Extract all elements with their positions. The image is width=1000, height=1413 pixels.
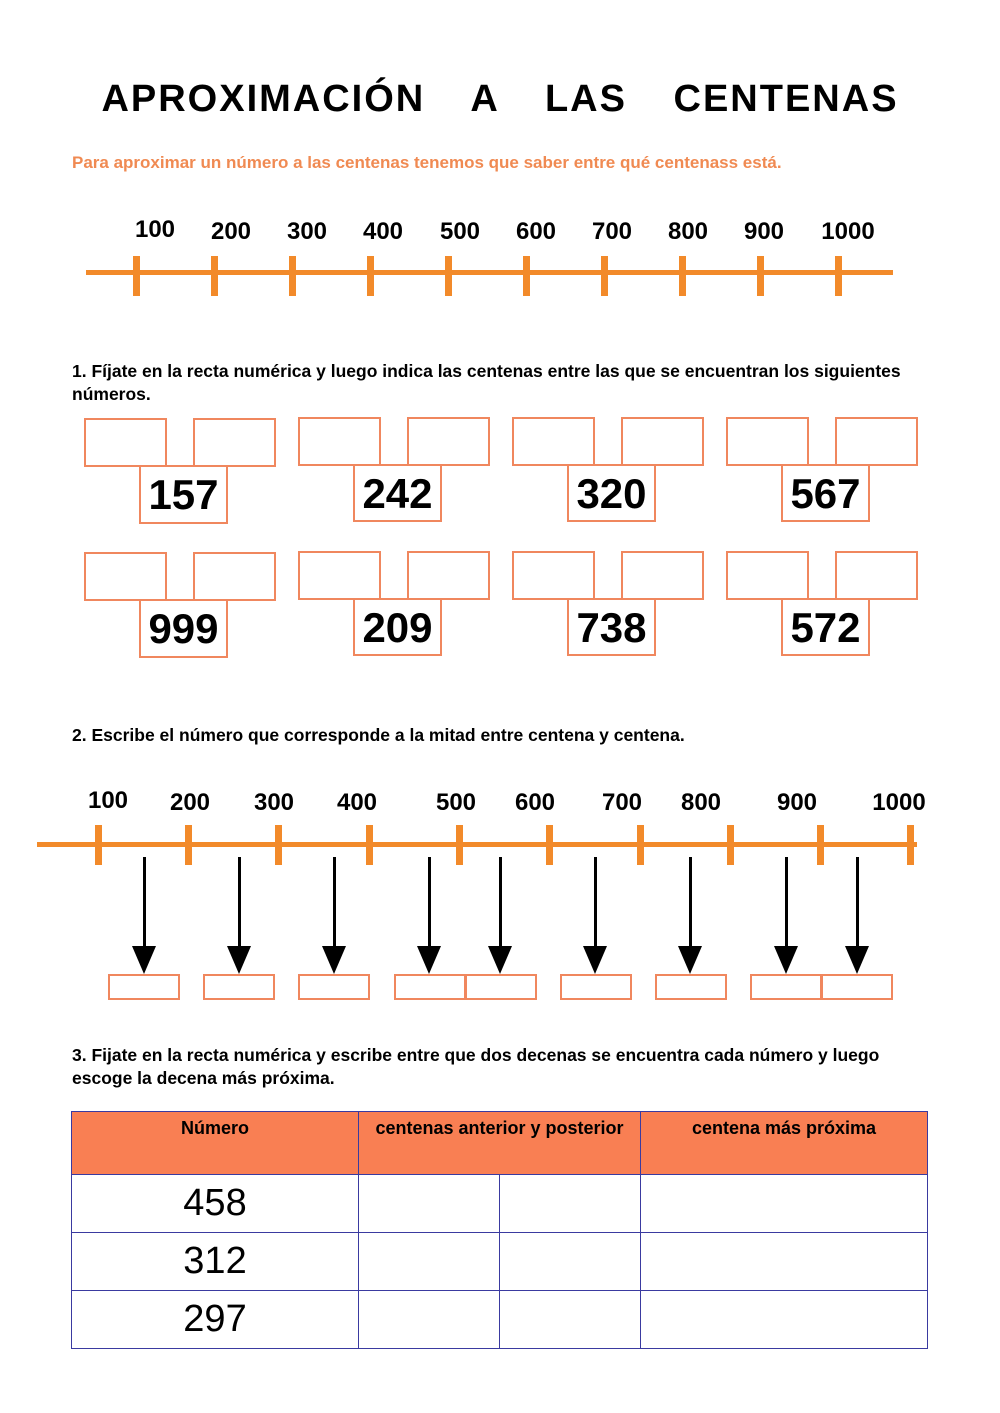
nl1-label: 800 <box>667 218 709 245</box>
arrow-down-icon <box>322 946 346 974</box>
nl1-tick <box>679 256 686 296</box>
arrow-shaft <box>499 857 502 949</box>
answer-input-lower[interactable] <box>726 551 809 600</box>
number-card: 999 <box>139 599 228 658</box>
intro-text: Para aproximar un número a las centenas tenemos que saber entre qué centenass está. <box>72 153 782 172</box>
nl2-tick <box>456 825 463 865</box>
number-card: 209 <box>353 598 442 656</box>
nl1-label: 1000 <box>821 218 875 245</box>
header-numero: Número <box>72 1112 359 1175</box>
exercise-3-instruction: 3. Fijate en la recta numérica y escribe entre que dos decenas se encuentra cada número y luego escoge la decena más próxima. <box>72 1045 880 1088</box>
nl1-tick <box>835 256 842 296</box>
posterior-input[interactable] <box>499 1175 640 1233</box>
nl1-label: 100 <box>134 216 176 243</box>
nl2-tick <box>275 825 282 865</box>
arrow-down-icon <box>488 946 512 974</box>
arrow-shaft <box>143 857 146 949</box>
nl1-tick <box>523 256 530 296</box>
exercise-2-instruction: 2. Escribe el número que corresponde a la mitad entre centena y centena. <box>72 725 685 745</box>
nl1-tick <box>289 256 296 296</box>
midpoint-input[interactable] <box>298 974 370 1000</box>
proxima-input[interactable] <box>641 1175 928 1233</box>
nl1-label: 300 <box>286 218 328 245</box>
answer-input-lower[interactable] <box>84 418 167 467</box>
arrow-shaft <box>428 857 431 949</box>
nl1-tick <box>211 256 218 296</box>
table-row <box>72 1175 928 1233</box>
answer-input-lower[interactable] <box>84 552 167 601</box>
nl2-tick <box>727 825 734 865</box>
answer-input-upper[interactable] <box>835 417 918 466</box>
answer-input-lower[interactable] <box>298 551 381 600</box>
nl1-axis <box>86 270 893 275</box>
nl2-label: 700 <box>601 789 643 816</box>
answer-table <box>71 1111 928 1349</box>
posterior-input[interactable] <box>499 1291 640 1349</box>
nl1-label: 500 <box>439 218 481 245</box>
midpoint-input[interactable] <box>655 974 727 1000</box>
arrow-shaft <box>594 857 597 949</box>
midpoint-input[interactable] <box>465 974 537 1000</box>
arrow-down-icon <box>774 946 798 974</box>
number-card: 157 <box>139 465 228 524</box>
answer-input-lower[interactable] <box>512 417 595 466</box>
midpoint-input[interactable] <box>108 974 180 1000</box>
answer-input-upper[interactable] <box>407 417 490 466</box>
arrow-shaft <box>238 857 241 949</box>
anterior-input[interactable] <box>359 1233 500 1291</box>
nl1-tick <box>133 256 140 296</box>
arrow-down-icon <box>678 946 702 974</box>
posterior-input[interactable] <box>499 1233 640 1291</box>
page-title: APROXIMACIÓN A LAS CENTENAS <box>101 78 899 120</box>
answer-input-upper[interactable] <box>621 417 704 466</box>
table-header-row <box>72 1112 928 1175</box>
midpoint-input[interactable] <box>821 974 893 1000</box>
nl2-label: 100 <box>87 787 129 814</box>
nl2-axis <box>37 842 917 847</box>
nl2-label: 1000 <box>872 789 926 816</box>
arrow-down-icon <box>417 946 441 974</box>
number-card: 320 <box>567 464 656 522</box>
nl2-label: 300 <box>253 789 295 816</box>
exercise-1-instruction: 1. Fíjate en la recta numérica y luego indica las centenas entre las que se encuentran los siguientes números. <box>72 361 901 404</box>
answer-input-lower[interactable] <box>512 551 595 600</box>
anterior-input[interactable] <box>359 1291 500 1349</box>
nl2-tick <box>907 825 914 865</box>
nl1-label: 900 <box>743 218 785 245</box>
nl1-label: 600 <box>515 218 557 245</box>
arrow-shaft <box>333 857 336 949</box>
header-centenas: centenas anterior y posterior <box>359 1112 641 1175</box>
midpoint-input[interactable] <box>750 974 822 1000</box>
nl2-tick <box>637 825 644 865</box>
arrow-shaft <box>689 857 692 949</box>
arrow-shaft <box>856 857 859 949</box>
arrow-down-icon <box>845 946 869 974</box>
answer-input-upper[interactable] <box>193 552 276 601</box>
anterior-input[interactable] <box>359 1175 500 1233</box>
row-number: 312 <box>72 1233 359 1291</box>
nl1-tick <box>757 256 764 296</box>
arrow-down-icon <box>132 946 156 974</box>
midpoint-input[interactable] <box>560 974 632 1000</box>
nl2-tick <box>95 825 102 865</box>
arrow-down-icon <box>227 946 251 974</box>
nl2-label: 400 <box>336 789 378 816</box>
midpoint-input[interactable] <box>203 974 275 1000</box>
header-proxima: centena más próxima <box>641 1112 928 1175</box>
number-card: 567 <box>781 464 870 522</box>
number-card: 738 <box>567 598 656 656</box>
nl1-tick <box>601 256 608 296</box>
answer-input-lower[interactable] <box>726 417 809 466</box>
answer-input-upper[interactable] <box>621 551 704 600</box>
nl2-label: 900 <box>776 789 818 816</box>
nl2-tick <box>366 825 373 865</box>
number-card: 242 <box>353 464 442 522</box>
nl1-label: 700 <box>591 218 633 245</box>
nl1-label: 400 <box>362 218 404 245</box>
nl2-tick <box>546 825 553 865</box>
nl2-label: 800 <box>680 789 722 816</box>
arrow-down-icon <box>583 946 607 974</box>
proxima-input[interactable] <box>641 1233 928 1291</box>
answer-input-upper[interactable] <box>835 551 918 600</box>
nl1-tick <box>367 256 374 296</box>
proxima-input[interactable] <box>641 1291 928 1349</box>
table-row <box>72 1291 928 1349</box>
nl2-label: 200 <box>169 789 211 816</box>
row-number: 297 <box>72 1291 359 1349</box>
nl2-tick <box>185 825 192 865</box>
nl2-tick <box>817 825 824 865</box>
number-card: 572 <box>781 598 870 656</box>
midpoint-input[interactable] <box>394 974 466 1000</box>
nl2-label: 500 <box>435 789 477 816</box>
answer-input-upper[interactable] <box>407 551 490 600</box>
arrow-shaft <box>785 857 788 949</box>
nl1-label: 200 <box>210 218 252 245</box>
nl2-label: 600 <box>514 789 556 816</box>
answer-input-upper[interactable] <box>193 418 276 467</box>
nl1-tick <box>445 256 452 296</box>
answer-input-lower[interactable] <box>298 417 381 466</box>
row-number: 458 <box>72 1175 359 1233</box>
table-row <box>72 1233 928 1291</box>
